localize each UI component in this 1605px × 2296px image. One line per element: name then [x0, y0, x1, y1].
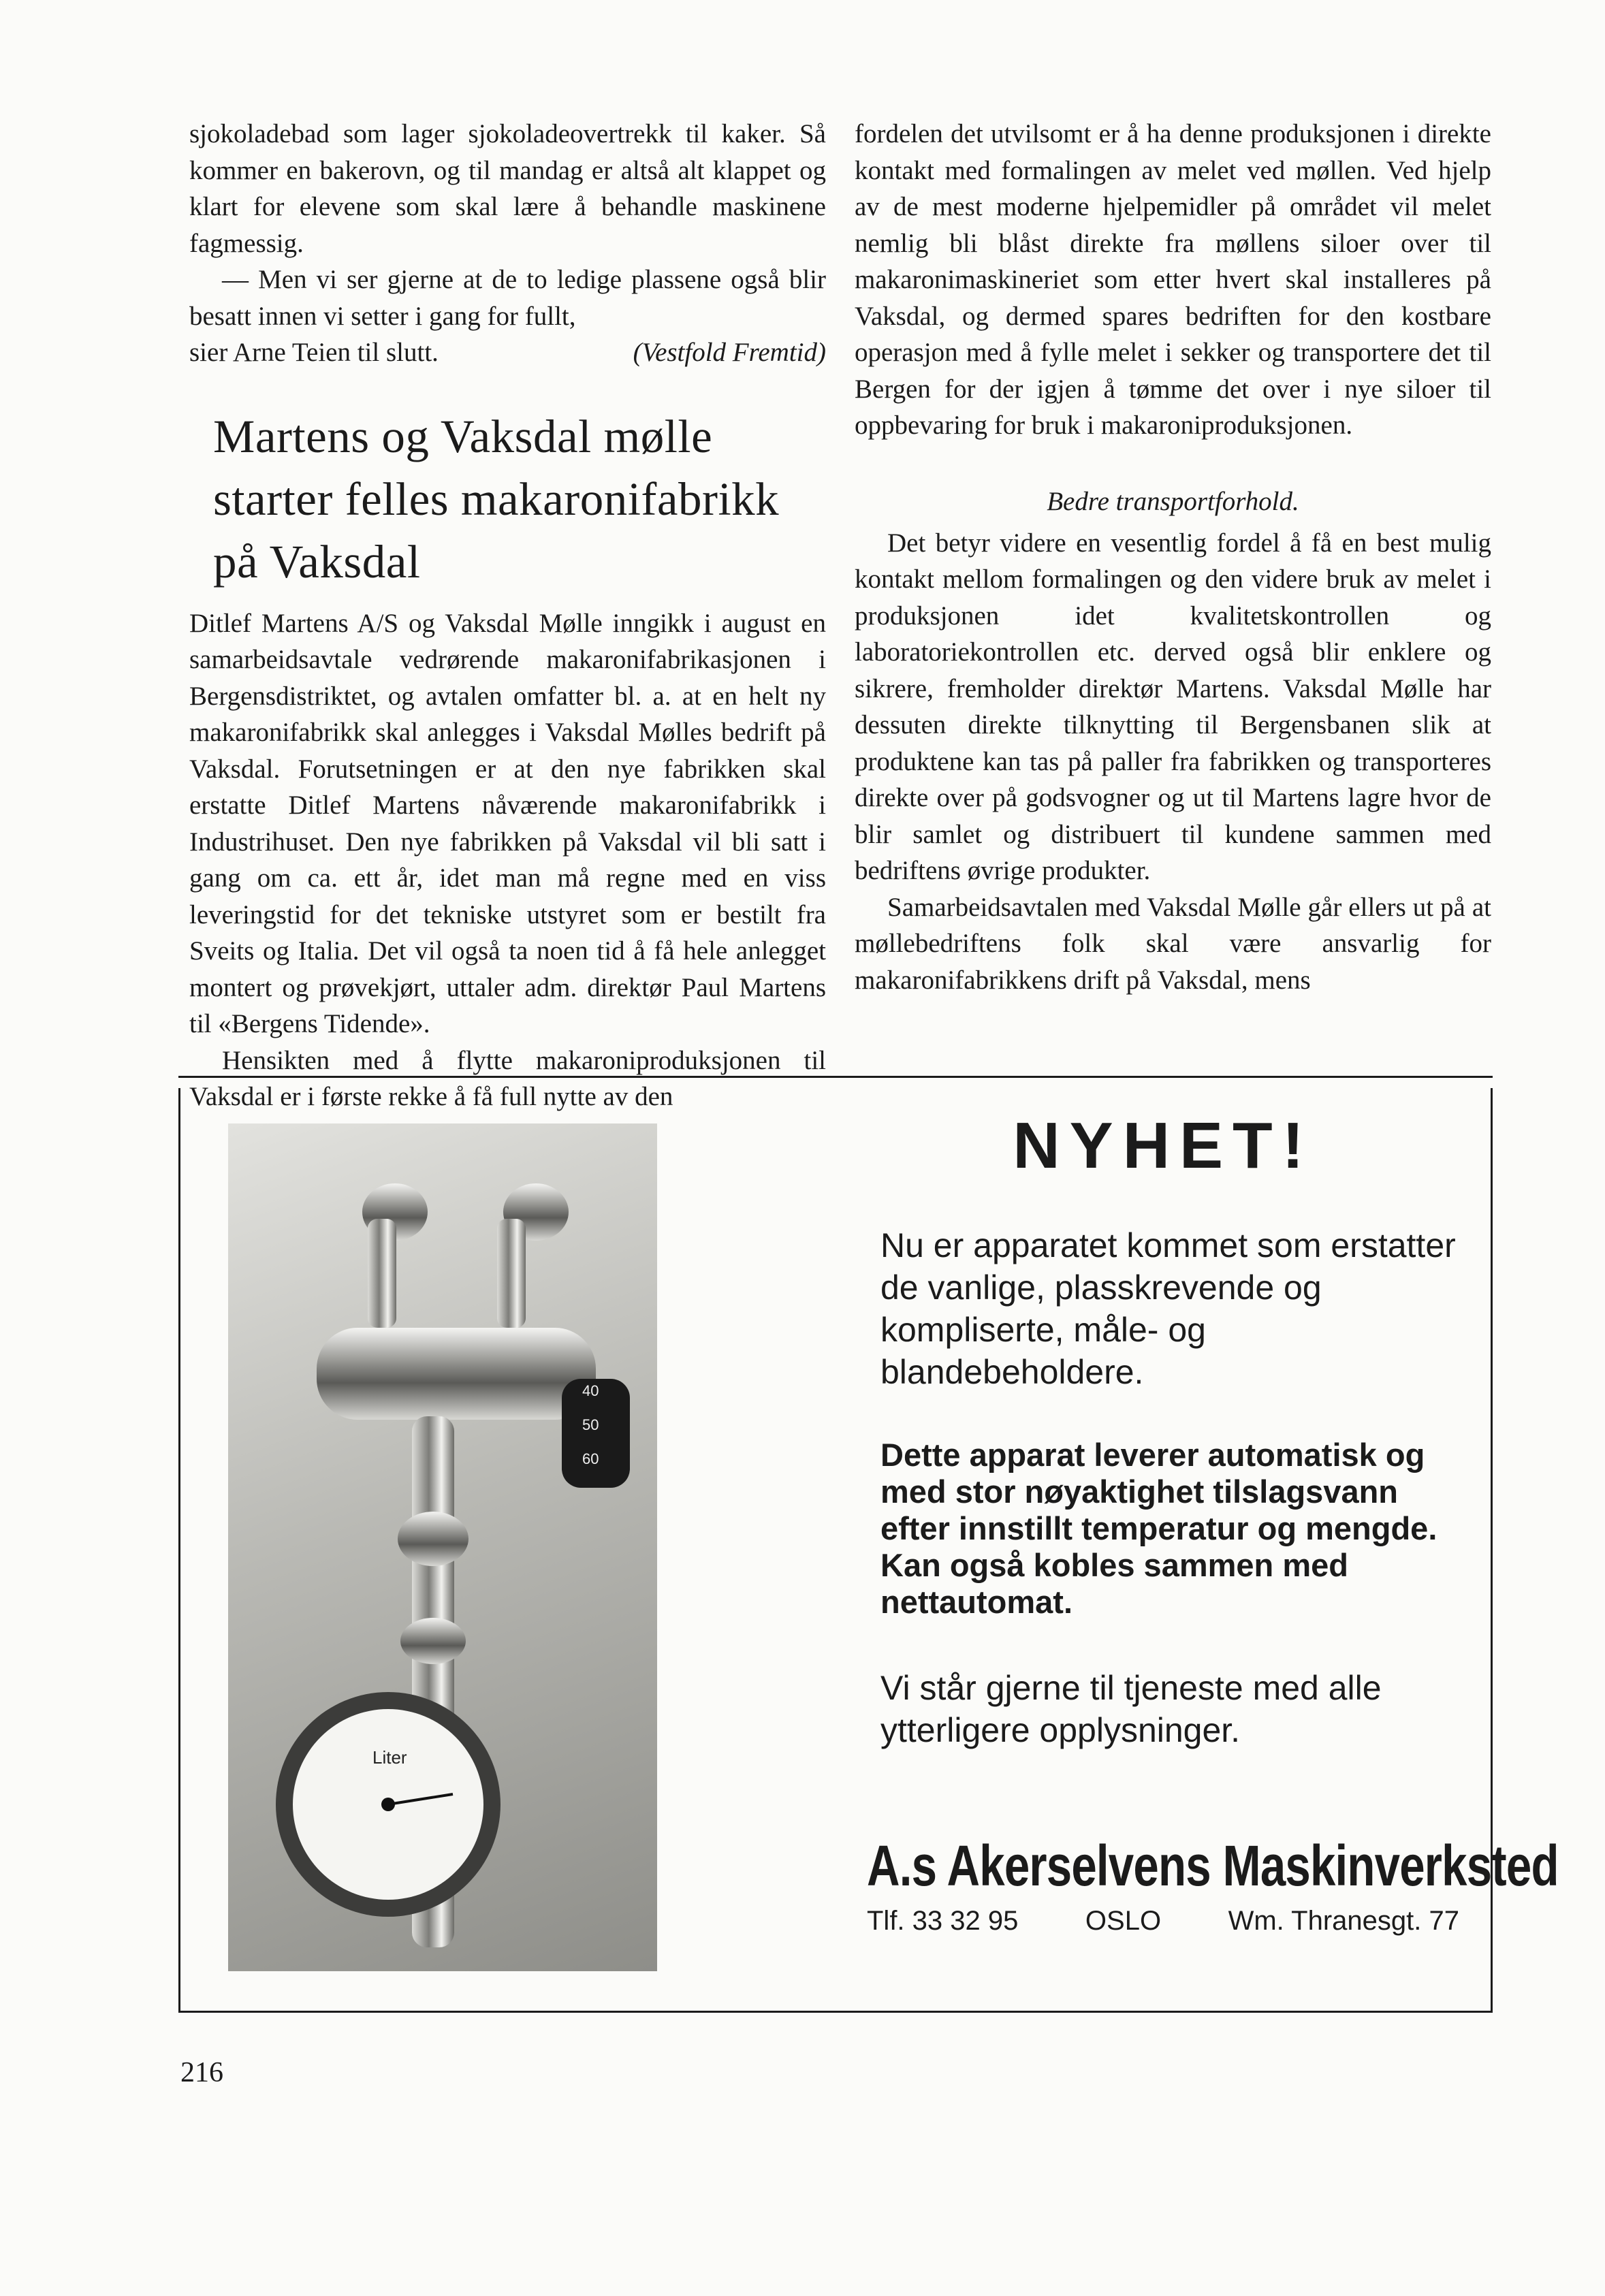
flow-gauge: [276, 1692, 500, 1917]
valve-body: [317, 1328, 596, 1420]
mixing-valve-photo: [228, 1123, 657, 1971]
gauge-label: Liter: [372, 1747, 407, 1768]
mixing-valve-illustration: [228, 1123, 657, 1971]
pipe-coupling: [400, 1618, 466, 1664]
phone-number: Tlf. 33 32 95: [867, 1906, 1019, 1936]
quote-paragraph: — Men vi ser gjerne at de to ledige plassene også blir besatt innen vi setter i gang for fullt,: [189, 265, 826, 331]
advertisement-box: [178, 1088, 1559, 2013]
left-column: [189, 116, 826, 1115]
intro-paragraph: sjokoladebad som lager sjokoladeovertrekk til kaker. Så kommer en bakerovn, og til mandag er altså alt klappet og klart for elevene som skal lære å behandle maskinene fagmessig.: [189, 119, 826, 258]
article-headline: Martens og Vaksdal mølle starter felles makaronifabrikk på Vaksdal: [213, 410, 780, 588]
article-paragraph: Hensikten med å flytte makaroniproduksjonen til Vaksdal er i første rekke å få full nytte av den: [189, 1045, 826, 1111]
pipe-coupling: [398, 1512, 468, 1566]
street-address: Wm. Thranesgt. 77: [1228, 1906, 1459, 1936]
article-paragraph: Samarbeidsavtalen med Vaksdal Mølle går ellers ut på at møllebedriftens folk skal være ansvarlig for makaronifabrikkens drift på Vaksdal, mens: [855, 892, 1491, 995]
ad-copy: [867, 1109, 1559, 1936]
article-paragraph: Ditlef Martens A/S og Vaksdal Mølle inngikk i august en samarbeidsavtale vedrørende makaronifabrikasjonen i Bergensdistriktet, og avtalen omfatter bl. a. at en helt ny makaronifabrikk skal anlegges i Vaksdal Mølles bedrift på Vaksdal. Forutsetningen er at den nye fabrikken skal erstatte Ditlef Martens nåværende makaronifabrikk i Industrihuset. Den nye fabrikken på Vaksdal vil bli satt i gang om ca. ett år, idet man må regne med en viss leveringstid for det tekniske utstyret som er bestilt fra Sveits og Italia. Det vil også ta noen tid å få hele anlegget montert og prøvekjørt, uttaler adm. direktør Paul Martens til «Bergens Tidende».: [189, 608, 826, 1038]
closing-line: [189, 334, 826, 371]
article-paragraph: fordelen det utvilsomt er å ha denne produksjonen i direkte kontakt med formalingen av melet ved møllen. Ved hjelp av de mest moderne hjelpemidler på området vil melet nemlig bli blåst direkte fra møllens siloer over til makaronimaskineriet som etter hvert skal installeres på Vaksdal, og dermed spares bedriften for den kostbare operasjon med å fylle melet i sekker og transportere det til Bergen for der igjen å tømme det over i nye siloer til oppbevaring for bruk i makaroniproduksjonen.: [855, 119, 1491, 440]
ad-headline: NYHET!: [1013, 1109, 1314, 1182]
dial-mark: 50: [582, 1416, 599, 1433]
article-paragraph: Det betyr videre en vesentlig fordel å få en best mulig kontakt mellom formalingen og den videre bruk av melet i produksjonen idet kvalitetskontrollen og laboratoriekontrollen etc. derved også blir enklere og sikrere, fremholder direktør Martens. Vaksdal Mølle har dessuten direkte tilknytting til Bergensbanen slik at produktene kan tas på paller fra fabrikken og transporteres direkte over på godsvogner og ut til Martens lagre hvor de blir samlet og distribuert til kundene sammen med bedriftens øvrige produkter.: [855, 528, 1491, 885]
city: OSLO: [1085, 1906, 1162, 1936]
company-name: A.s Akerselvens Maskinverksted: [867, 1834, 1559, 1898]
page-number: 216: [180, 2057, 223, 2088]
inlet-elbow-left: [362, 1183, 428, 1328]
company-contact-line: [867, 1906, 1459, 1936]
right-column: [855, 116, 1491, 998]
ad-lead-text: Nu er apparatet kommet som erstatter de vanlige, plasskrevende og kompliserte, måle- og blandebeholdere.: [880, 1226, 1456, 1391]
dial-mark: 60: [582, 1450, 599, 1467]
temperature-dial: [562, 1379, 630, 1488]
ad-feature-text: Dette apparat leverer automatisk og med stor nøyaktighet tilslagsvann efter innstillt temperatur og mengde. Kan også kobles sammen med nettautomat.: [880, 1437, 1437, 1620]
source-credit: (Vestfold Fremtid): [633, 338, 826, 367]
inlet-elbow-right: [497, 1183, 569, 1328]
ad-contact-text: Vi står gjerne til tjeneste med alle ytterligere opplysninger.: [880, 1669, 1382, 1749]
dial-mark: 40: [582, 1382, 599, 1399]
section-subheading: Bedre transportforhold.: [1047, 486, 1299, 516]
ad-top-rule: [178, 1076, 1493, 1078]
closing-text: sier Arne Teien til slutt.: [189, 338, 439, 367]
